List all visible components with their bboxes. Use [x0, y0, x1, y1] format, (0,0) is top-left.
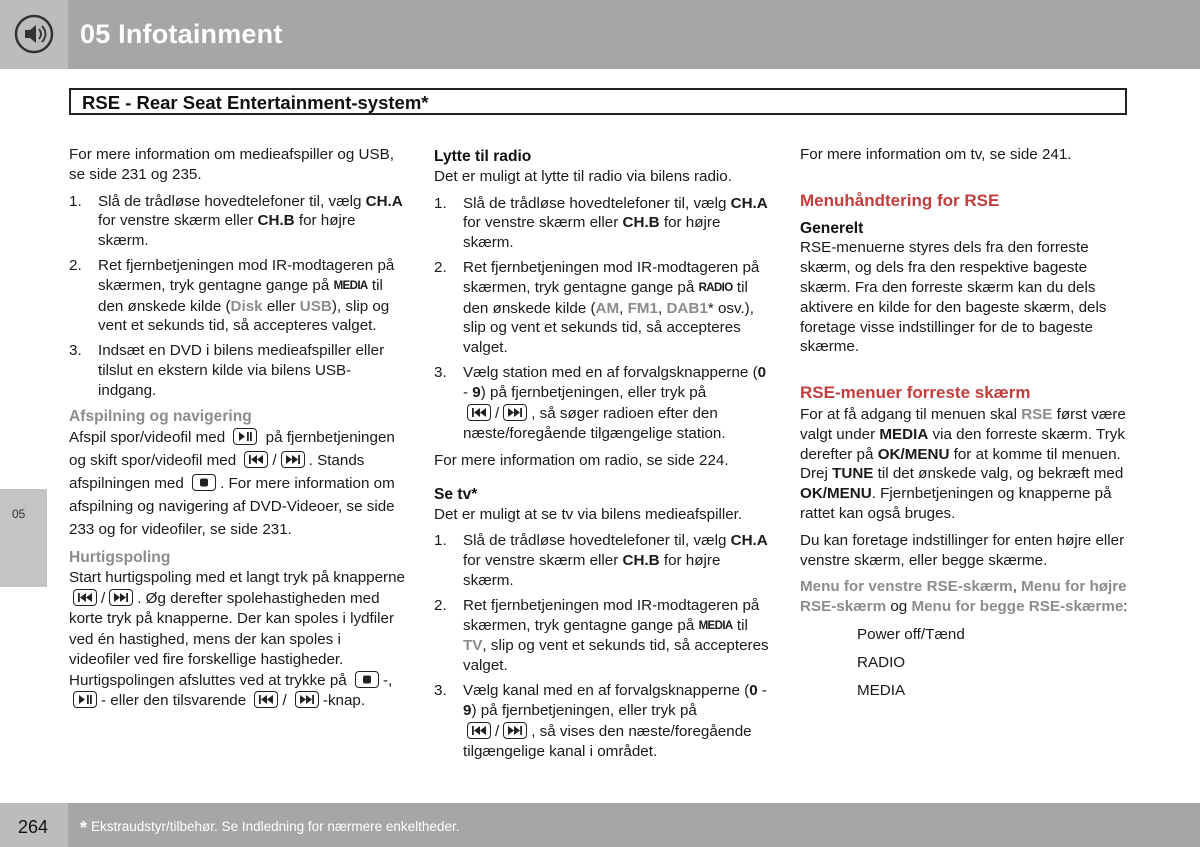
step-text: Slå de trådløse hovedtelefoner til, vælg	[98, 192, 366, 210]
previous-track-icon	[467, 722, 491, 739]
play-pause-icon	[233, 428, 257, 445]
ff-text-3: -,	[382, 671, 393, 689]
menu-left-screen: Menu for venstre RSE-skærm	[800, 578, 1013, 596]
fm1-source: FM1	[627, 299, 658, 317]
radio-intro: Det er muligt at lytte til radio via bilens radio.	[434, 167, 732, 185]
previous-track-icon	[467, 404, 491, 421]
section-title: RSE - Rear Seat Entertainment-system*	[82, 92, 429, 113]
step-text: , så vises den næste/foregående tilgængelige kanal i området.	[463, 722, 752, 761]
chapter-side-tab	[0, 489, 47, 587]
preset-0: 0	[757, 363, 767, 381]
heading-menu-handling: Menuhåndtering for RSE	[800, 190, 1000, 210]
front-text: for at komme til menuen. Drej	[800, 445, 1121, 483]
ff-text-5: -knap.	[322, 692, 366, 710]
menu-text: og	[886, 598, 912, 616]
general-text: RSE-menuerne styres dels fra den forreste skærm, og dels fra den respektive bageste skærm. Fra den forreste skærm kan du dels aktivere en kilde for den bageste skærm, dels foretage visse indstillinger for de to bageste skærme.	[800, 239, 1107, 356]
heading-fast-forward: Hurtigspoling	[69, 549, 171, 567]
media-button-label: MEDIA	[333, 279, 368, 292]
page-number: 264	[18, 817, 49, 837]
playback-text-3: .	[308, 452, 313, 470]
step-text: til den ønskede kilde (	[463, 278, 748, 317]
ch-b-label: CH.B	[257, 212, 295, 230]
heading-radio: Lytte til radio	[434, 148, 532, 165]
speaker-icon	[14, 14, 54, 54]
tv-steps	[434, 531, 770, 763]
column-1	[69, 145, 405, 719]
next-track-icon	[503, 404, 527, 421]
chapter-title: 05 Infotainment	[80, 19, 283, 49]
rse-label: RSE	[1021, 405, 1053, 423]
step-text: -	[757, 681, 767, 699]
front-menus-text	[800, 405, 1136, 524]
step-text: Slå de trådløse hovedtelefoner til, vælg	[463, 194, 731, 212]
step-text: for højre skærm.	[463, 214, 721, 252]
step-text: * osv.), slip og vent et sekunds tid, så accepteres valget.	[463, 299, 754, 357]
step-text: eller	[262, 297, 300, 315]
chapter-icon-box	[0, 0, 68, 69]
radio-steps	[434, 194, 770, 445]
step-text: ), slip og vent et sekunds tid, så accepteres valget.	[98, 297, 390, 335]
ch-a-label: CH.A	[730, 194, 768, 212]
front-text: først være valgt under	[800, 405, 1126, 443]
preset-9: 9	[472, 384, 481, 402]
media-step-3	[69, 341, 405, 400]
heading-playback: Afspilning og navigering	[69, 407, 252, 425]
heading-tv: Se tv*	[434, 485, 478, 503]
usb-source: USB	[299, 297, 332, 315]
tv-step-2	[434, 596, 770, 676]
side-tab-label: 05	[12, 507, 26, 521]
radio-step-1	[434, 194, 770, 253]
step-text: Ret fjernbetjeningen mod IR-modtageren på skærmen, tryk gentagne gange på	[463, 258, 760, 296]
step-text: Ret fjernbetjeningen mod IR-modtageren på skærmen, tryk gentagne gange på	[463, 596, 760, 634]
ok-menu-label: OK/MENU	[877, 445, 950, 463]
tv-more: For mere information om tv, se side 241.	[800, 146, 1072, 163]
step-text: ,	[619, 299, 628, 317]
media-step-2	[69, 256, 405, 336]
step-text: for venstre skærm eller	[98, 212, 258, 230]
menu-right-screen: Menu for højre RSE-skærm	[800, 578, 1127, 616]
page-footer	[0, 803, 1200, 847]
media-button-label: MEDIA	[698, 619, 733, 632]
fast-forward-text: Start hurtigspoling med et langt tryk på knapperne / . Øg derefter spolehastigheden med korte tryk på knapperne. Der kan spoles i lydfiler ved én hastighed, mens der kan spoles i videofiler ved fire forskellige hastigheder. Hurtigspolingen afsluttes ved at trykke på -, - eller den tilsvarende / -knap.	[69, 569, 406, 710]
ch-b-label: CH.B	[622, 214, 660, 232]
tv-source: TV	[463, 637, 483, 655]
heading-general: Generelt	[800, 219, 864, 237]
playback-text: Afspil spor/videofil med på fjernbetjeningen og skift spor/videofil med / . Stands afspilningen med . For mere information om afspilning og navigering af DVD-Videoer, se side 233 og for videofiler, se side 231.	[69, 429, 395, 539]
preset-9: 9	[463, 702, 472, 720]
previous-track-icon	[244, 451, 268, 468]
tv-step-3: 3. Vælg kanal med en af forvalgsknapperne (0 - 9) på fjernbetjeningen, eller tryk på / , så vises den næste/foregående tilgængelige kanal i området.	[434, 681, 767, 761]
menu-item-list	[857, 625, 1136, 701]
am-source: AM	[595, 299, 620, 317]
menu-item-radio: RADIO	[857, 653, 906, 671]
column-2	[434, 145, 770, 769]
ok-menu-label: OK/MENU	[800, 485, 872, 503]
step-text: til den ønskede kilde (	[98, 276, 383, 315]
step-number: 2.	[434, 258, 447, 276]
section-title-box	[69, 88, 1127, 115]
radio-more: For mere information om radio, se side 224.	[434, 451, 729, 469]
heading-front-menus: RSE-menuer forreste skærm	[800, 383, 1031, 403]
menu-item-power: Power off/Tænd	[857, 625, 965, 643]
step-text: for højre skærm.	[463, 552, 721, 589]
menu-item-media: MEDIA	[857, 681, 906, 699]
step-number: 2.	[434, 596, 447, 614]
media-steps	[69, 192, 405, 401]
sidebar	[0, 69, 68, 803]
step-text: Indsæt en DVD i bilens medieafspiller eller tilslut en ekstern kilde via bilens USB-indgang.	[98, 342, 385, 399]
step-text: Vælg station med en af forvalgsknapperne (	[463, 363, 758, 381]
step-text: for højre skærm.	[98, 212, 356, 250]
preset-0: 0	[749, 681, 758, 699]
radio-button-label: RADIO	[698, 281, 733, 294]
play-pause-icon	[73, 691, 97, 708]
footnote	[80, 818, 459, 839]
step-text: -	[463, 384, 473, 402]
step-text: Slå de trådløse hovedtelefoner til, vælg	[463, 532, 731, 550]
media-intro: For mere information om medieafspiller og USB, se side 231 og 235.	[69, 146, 394, 183]
footnote-star: *	[80, 818, 88, 838]
ff-text-2: . Øg derefter spolehastigheden med korte tryk på knapperne. Der kan spoles i lydfiler ved én hastighed, mens der kan spoles i videofiler ved fire forskellige hastigheder. Hurtigspolingen afsluttes ved at trykke på	[69, 589, 394, 689]
ch-a-label: CH.A	[730, 532, 768, 550]
stop-icon	[355, 671, 379, 688]
step-text: Vælg kanal med en af forvalgsknapperne (	[463, 681, 750, 699]
front-text: via den forreste skærm. Tryk derefter på	[800, 425, 1125, 463]
ff-text-4: - eller den tilsvarende	[101, 692, 247, 710]
step-text: for venstre skærm eller	[463, 552, 623, 570]
step-text: ) på fjernbetjeningen, eller tryk på	[480, 384, 707, 402]
menu-options-text	[800, 577, 1136, 617]
front-text: For at få adgang til menuen skal	[800, 405, 1022, 423]
ch-b-label: CH.B	[622, 552, 660, 570]
playback-text-5: . For mere information om afspilning og navigering af DVD-Videoer, se side 233 og for videofiler, se side 231.	[69, 475, 395, 539]
media-label: MEDIA	[879, 425, 929, 443]
media-step-1	[69, 192, 405, 251]
step-number: 1.	[434, 532, 447, 550]
step-text: Ret fjernbetjeningen mod IR-modtageren på skærmen, tryk gentagne gange på	[98, 256, 395, 294]
previous-track-icon	[254, 691, 278, 708]
disk-source: Disk	[230, 297, 263, 315]
playback-text-1: Afspil spor/videofil med	[69, 429, 226, 447]
menu-text: ,	[1012, 578, 1022, 596]
step-number: 3.	[69, 342, 82, 360]
settings-text: Du kan foretage indstillinger for enten højre eller venstre skærm, eller begge skærme.	[800, 531, 1125, 569]
step-text: , slip og vent et sekunds tid, så accepteres valget.	[463, 637, 769, 675]
front-text: til det ønskede valg, og bekræft med	[873, 465, 1124, 483]
radio-step-3: 3. Vælg station med en af forvalgsknapperne (0 - 9) på fjernbetjeningen, eller tryk på / , så søger radioen efter den næste/foregående tilgængelige station.	[434, 363, 767, 443]
dab1-source: DAB1	[666, 299, 708, 317]
tv-step-1	[434, 531, 770, 590]
radio-step-2	[434, 258, 770, 358]
step-text: ) på fjernbetjeningen, eller tryk på	[471, 702, 697, 720]
playback-text-2: på fjernbetjeningen og skift spor/videofil med	[69, 429, 395, 470]
menu-text: :	[1123, 598, 1128, 616]
stop-icon	[192, 474, 216, 491]
tv-intro: Det er muligt at se tv via bilens medieafspiller.	[434, 505, 743, 523]
column-3	[800, 145, 1136, 709]
menu-both-screens: Menu for begge RSE-skærme	[911, 598, 1124, 616]
step-text: , så søger radioen efter den næste/foregående tilgængelige station.	[463, 404, 726, 443]
front-text: . Fjernbetjeningen og knapperne på rattet kan også bruges.	[800, 485, 1112, 522]
next-track-icon	[503, 722, 527, 739]
ch-a-label: CH.A	[365, 192, 403, 210]
next-track-icon	[281, 451, 305, 468]
tune-label: TUNE	[832, 465, 874, 483]
step-number: 3.	[434, 681, 447, 699]
footnote-text: Ekstraudstyr/tilbehør. Se Indledning for nærmere enkeltheder.	[91, 819, 460, 834]
next-track-icon	[295, 691, 319, 708]
step-number: 2.	[69, 256, 82, 274]
step-number: 1.	[434, 194, 447, 212]
previous-track-icon	[73, 589, 97, 606]
step-text: til	[732, 616, 748, 634]
chapter-header	[0, 0, 1200, 69]
next-track-icon	[109, 589, 133, 606]
step-number: 1.	[69, 192, 82, 210]
step-text: for venstre skærm eller	[463, 214, 623, 232]
step-text: ,	[658, 299, 667, 317]
ff-text-1: Start hurtigspoling med et langt tryk på knapperne	[69, 569, 406, 587]
playback-text-4: Stands afspilningen med	[69, 452, 365, 493]
step-number: 3.	[434, 363, 447, 381]
